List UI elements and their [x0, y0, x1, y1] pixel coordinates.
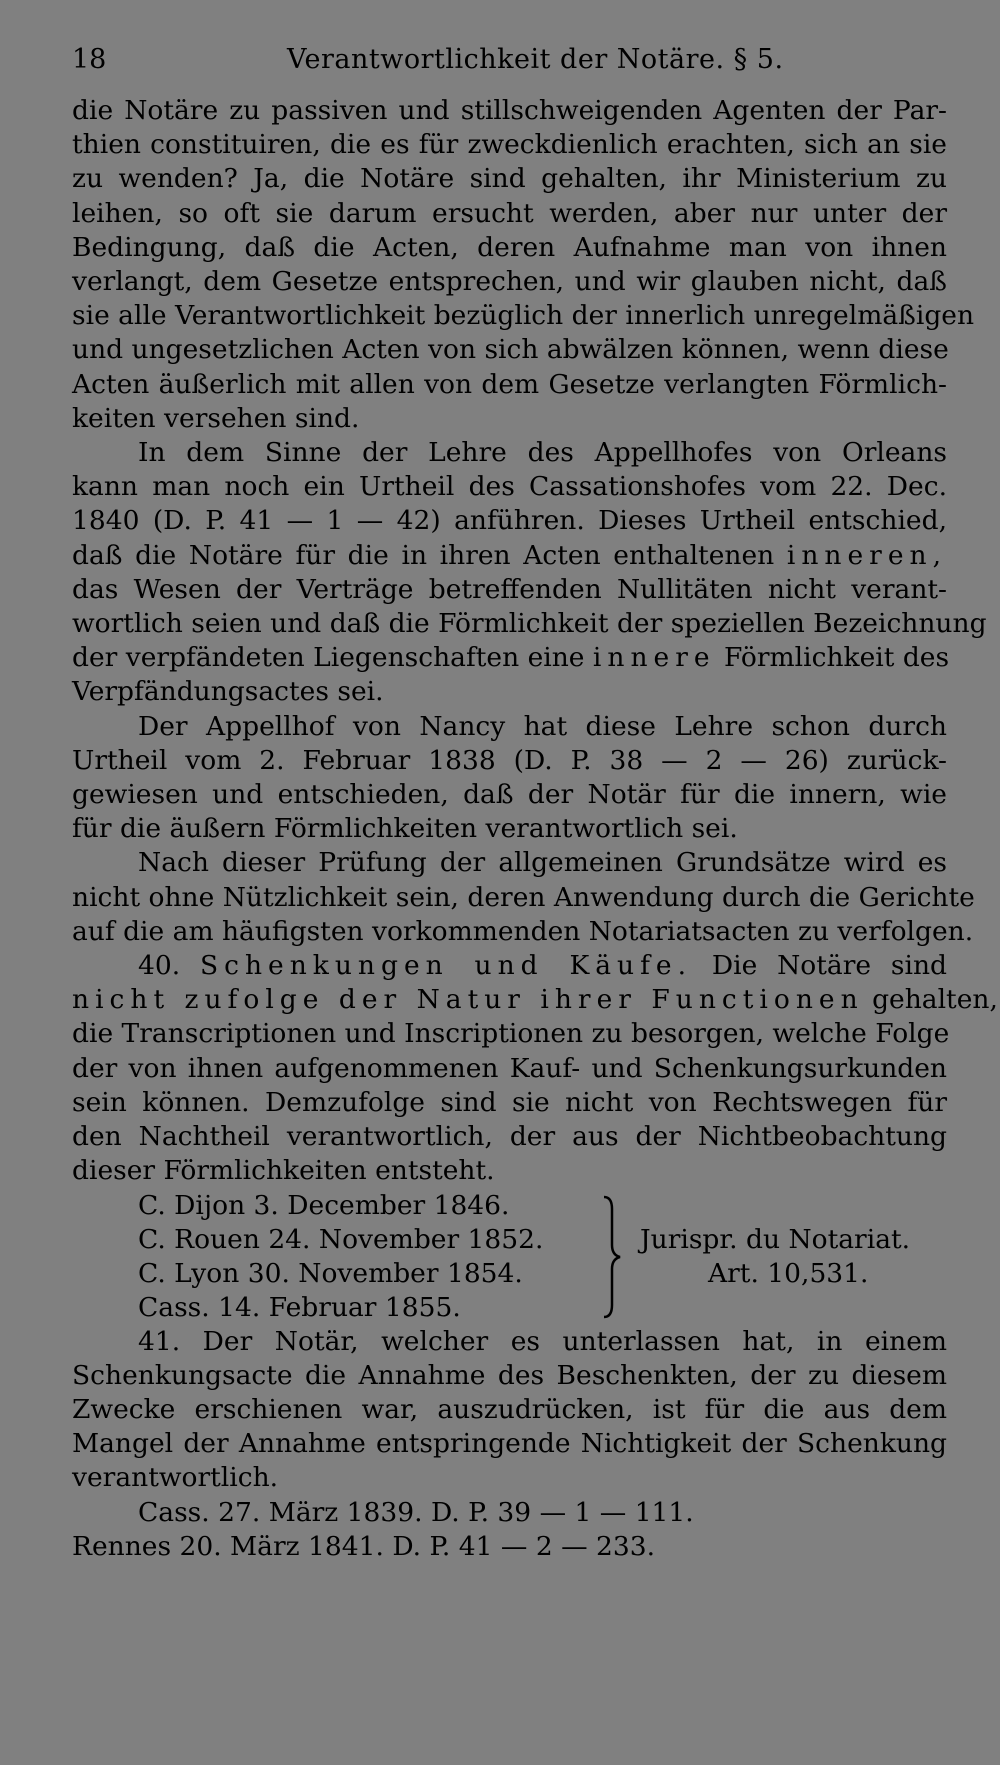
citation-list: [138, 1189, 543, 1326]
text-segment: Die Notäre sind: [692, 950, 947, 982]
text-line: für die äußern Förmlichkeiten verantwortlich sei.: [72, 813, 738, 845]
text-line: Urtheil vom 2. Februar 1838 (D. P. 38 — 2 — 26) zurück-: [72, 744, 947, 776]
paragraph-nancy: [72, 710, 947, 847]
text-line: keiten versehen sind.: [72, 402, 360, 434]
text-line: Verpfändungsactes sei.: [72, 676, 384, 708]
page-body: [72, 94, 998, 1564]
text-line: thien constituiren, die es für zweckdienlich erachten, sich an sie: [72, 129, 947, 161]
case-references: [72, 1496, 947, 1564]
text-line: Der Appellhof von Nancy hat diese Lehre schon durch: [138, 710, 947, 742]
text-line: sie alle Verantwortlichkeit bezüglich der innerlich unregelmäßigen: [72, 300, 975, 332]
text-line: sein können. Demzufolge sind sie nicht von Rechtswegen für: [72, 1086, 947, 1118]
text-segment: daß die Notäre für die in ihren Acten enthaltenen: [72, 539, 787, 571]
text-line: [72, 949, 947, 983]
text-line: zu wenden? Ja, die Notäre sind gehalten, ihr Ministerium zu: [72, 163, 947, 195]
text-line: [72, 983, 998, 1017]
text-line: der von ihnen aufgenommenen Kauf- und Schenkungsurkunden: [72, 1052, 947, 1084]
emphasized-phrase: nicht zufolge der Natur ihrer Functionen: [72, 984, 864, 1016]
text-line: wortlich seien und daß die Förmlichkeit der speziellen Bezeichnung: [72, 608, 987, 640]
journal-reference: [640, 1223, 950, 1291]
text-line: Schenkungsacte die Annahme des Beschenkten, der zu diesem: [72, 1359, 947, 1391]
citation-item: C. Dijon 3. December 1846.: [138, 1189, 510, 1221]
text-line: das Wesen der Verträge betreffenden Nullitäten nicht verant-: [72, 573, 947, 605]
page-header: [72, 44, 947, 94]
text-line: gewiesen und entschieden, daß der Notär für die innern, wie: [72, 779, 947, 811]
paragraph-orleans: [72, 436, 987, 710]
text-line: den Nachtheil verantwortlich, der aus der Nichtbeobachtung: [72, 1121, 947, 1153]
text-segment: der verpfändeten Liegenschaften eine: [72, 642, 593, 674]
text-line: In dem Sinne der Lehre des Appellhofes von Orleans: [138, 437, 947, 469]
section-41: [72, 1325, 947, 1496]
curly-brace-icon: [600, 1195, 622, 1319]
paragraph-continuation: [72, 94, 975, 436]
text-line: verantwortlich.: [72, 1462, 279, 1494]
book-page: [72, 44, 998, 1564]
text-line: nicht ohne Nützlichkeit sein, deren Anwendung durch die Gerichte: [72, 881, 975, 913]
case-reference: Cass. 27. März 1839. D. P. 39 — 1 — 111.: [138, 1496, 694, 1528]
citation-block: [72, 1189, 947, 1325]
page-number: 18: [72, 44, 107, 75]
text-line: und ungesetzlichen Acten von sich abwälzen können, wenn diese: [72, 334, 949, 366]
text-line: dieser Förmlichkeiten entsteht.: [72, 1155, 495, 1187]
citation-item: Cass. 14. Februar 1855.: [138, 1292, 461, 1324]
text-line: 41. Der Notär, welcher es unterlassen hat, in einem: [138, 1325, 947, 1357]
emphasized-word: inneren,: [786, 539, 947, 571]
text-segment: Förmlichkeit des: [715, 642, 950, 674]
emphasized-word: innere: [592, 642, 716, 674]
citation-item: C. Rouen 24. November 1852.: [138, 1223, 544, 1255]
text-line: Bedingung, daß die Acten, deren Aufnahme man von ihnen: [72, 231, 947, 263]
journal-article: Art. 10,531.: [708, 1257, 869, 1289]
text-line: Zwecke erschienen war, auszudrücken, ist für die aus dem: [72, 1393, 947, 1425]
text-line: die Notäre zu passiven und stillschweigenden Agenten der Par-: [72, 95, 947, 126]
text-segment: gehalten,: [863, 984, 998, 1016]
text-line: die Transcriptionen und Inscriptionen zu besorgen, welche Folge: [72, 1018, 950, 1050]
text-line: verlangt, dem Gesetze entsprechen, und wir glauben nicht, daß: [72, 266, 947, 298]
text-line: [72, 539, 947, 573]
text-line: auf die am häufigsten vorkommenden Notariatsacten zu verfolgen.: [72, 915, 974, 947]
case-reference: Rennes 20. März 1841. D. P. 41 — 2 — 233.: [72, 1530, 656, 1562]
journal-title: Jurispr. du Notariat.: [640, 1223, 911, 1255]
text-line: kann man noch ein Urtheil des Cassationshofes vom 22. Dec.: [72, 471, 947, 503]
section-number: 40.: [138, 950, 181, 982]
citation-item: C. Lyon 30. November 1854.: [138, 1257, 523, 1289]
section-40: [72, 949, 998, 1188]
text-line: leihen, so oft sie darum ersucht werden, aber nur unter der: [72, 197, 947, 229]
text-line: Acten äußerlich mit allen von dem Gesetze verlangten Förmlich-: [72, 368, 947, 400]
text-line: [72, 641, 950, 675]
section-heading: Schenkungen und Käufe.: [199, 950, 693, 982]
text-line: Mangel der Annahme entspringende Nichtigkeit der Schenkung: [72, 1428, 947, 1460]
text-line: 1840 (D. P. 41 — 1 — 42) anführen. Dieses Urtheil entschied,: [72, 505, 947, 537]
paragraph-principles: [72, 846, 975, 949]
text-line: Nach dieser Prüfung der allgemeinen Grundsätze wird es: [138, 847, 947, 879]
running-title: Verantwortlichkeit der Notäre. § 5.: [287, 44, 784, 75]
